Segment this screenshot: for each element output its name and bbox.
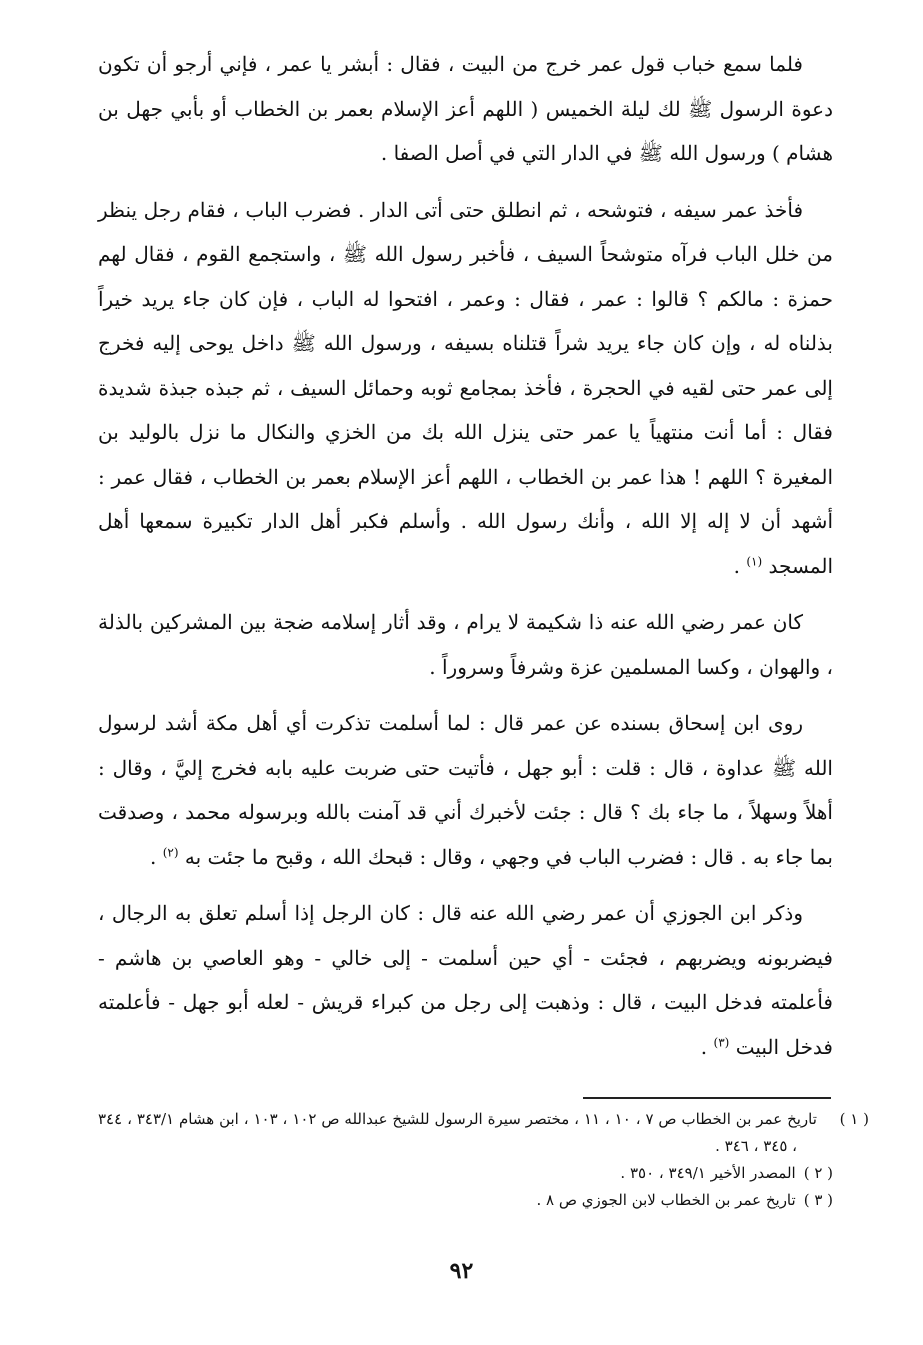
paragraph-1-text: فلما سمع خباب قول عمر خرج من البيت ، فقال : أبشر يا عمر ، فإني أرجو أن تكون دعوة الرسول ﷺ لك ليلة الخميس ( اللهم أعز الإسلام بعمر بن الخطاب أو بأبي جهل بن هشام ) ورسول الله ﷺ في الدار التي في أصل الصفا . xyxy=(98,52,833,165)
footnote-2-number: ( ٢ ) xyxy=(803,1164,833,1182)
footnote-3-text: تاريخ عمر بن الخطاب لابن الجوزي ص ٨ . xyxy=(536,1191,796,1209)
paragraph-3-text: كان عمر رضي الله عنه ذا شكيمة لا يرام ، وقد أثار إسلامه ضجة بين المشركين بالذلة ، والهوان ، وكسا المسلمين عزة وشرفاً وسروراً . xyxy=(98,610,833,679)
paragraph-4-text: روى ابن إسحاق بسنده عن عمر قال : لما أسلمت تذكرت أي أهل مكة أشد لرسول الله ﷺ عداوة ، قال : قلت : أبو جهل ، فأتيت حتى ضربت عليه بابه فخرج إليَّ ، وقال : أهلاً وسهلاً ، ما جاء بك ؟ قال : جئت لأخبرك أني قد آمنت بالله وبرسوله محمد ، وصدقت بما جاء به . قال : فضرب الباب في وجهي ، وقال : قبحك الله ، وقبح ما جئت به xyxy=(98,711,833,869)
paragraph-4-end: . xyxy=(149,844,163,869)
footnote-3 xyxy=(98,1187,833,1214)
footnote-2-text: المصدر الأخير ٣٤٩/١ ، ٣٥٠ . xyxy=(620,1164,796,1182)
paragraph-2-text: فأخذ عمر سيفه ، فتوشحه ، ثم انطلق حتى أتى الدار . فضرب الباب ، فقام رجل ينظر من خلل الباب فرآه متوشحاً السيف ، فأخبر رسول الله ﷺ ، واستجمع القوم ، فقال لهم حمزة : مالكم ؟ قالوا : عمر ، فقال : وعمر ، افتحوا له الباب ، فإن كان جاء يريد خيراً بذلناه له ، وإن كان جاء يريد شراً قتلناه بسيفه ، ورسول الله ﷺ داخل يوحى إليه فخرج إلى عمر حتى لقيه في الحجرة ، فأخذ بمجامع ثوبه وحمائل السيف ، ثم جبذه جبذة شديدة فقال : أما أنت منتهياً يا عمر حتى ينزل الله بك من الخزي والنكال ما نزل بالوليد بن المغيرة ؟ اللهم ! هذا عمر بن الخطاب ، اللهم أعز الإسلام بعمر بن الخطاب ، فقال عمر : أشهد أن لا إله إلا الله ، وأنك رسول الله . وأسلم فكبر أهل الدار تكبيرة سمعها أهل المسجد xyxy=(98,197,833,578)
paragraph-4 xyxy=(98,701,833,879)
footnote-1 xyxy=(98,1106,869,1160)
footnote-ref-3[interactable]: (٣) xyxy=(713,1034,730,1049)
paragraph-5-text: وذكر ابن الجوزي أن عمر رضي الله عنه قال : كان الرجل إذا أسلم تعلق به الرجال ، فيضربونه ويضربهم ، فجئت - أي حين أسلمت - إلى خالي - وهو العاصي بن هاشم - فأعلمته فدخل البيت ، قال : وذهبت إلى رجل من كبراء قريش - لعله أبو جهل - فأعلمته فدخل البيت xyxy=(98,901,833,1059)
paragraph-3 xyxy=(98,600,833,689)
footnote-ref-1[interactable]: (١) xyxy=(746,553,763,568)
footnote-divider xyxy=(583,1097,831,1099)
paragraph-2 xyxy=(98,188,833,589)
paragraph-5 xyxy=(98,891,833,1069)
footnote-3-number: ( ٣ ) xyxy=(803,1191,833,1209)
paragraph-1 xyxy=(98,42,833,176)
footnote-1-number: ( ١ ) xyxy=(839,1110,869,1128)
page-body xyxy=(98,42,833,1081)
footnote-1-text: تاريخ عمر بن الخطاب ص ٧ ، ١٠ ، ١١ ، مختصر سيرة الرسول للشيخ عبدالله ص ١٠٢ ، ١٠٣ ، ابن هشام ٣٤٣/١ ، ٣٤٤ ، ٣٤٥ ، ٣٤٦ . xyxy=(98,1110,817,1155)
page-number: ٩٢ xyxy=(449,1258,474,1284)
paragraph-2-end: . xyxy=(733,553,747,578)
paragraph-5-end: . xyxy=(700,1034,714,1059)
footnotes xyxy=(98,1106,869,1214)
footnote-ref-2[interactable]: (٢) xyxy=(162,844,179,859)
footnote-2 xyxy=(98,1160,833,1187)
